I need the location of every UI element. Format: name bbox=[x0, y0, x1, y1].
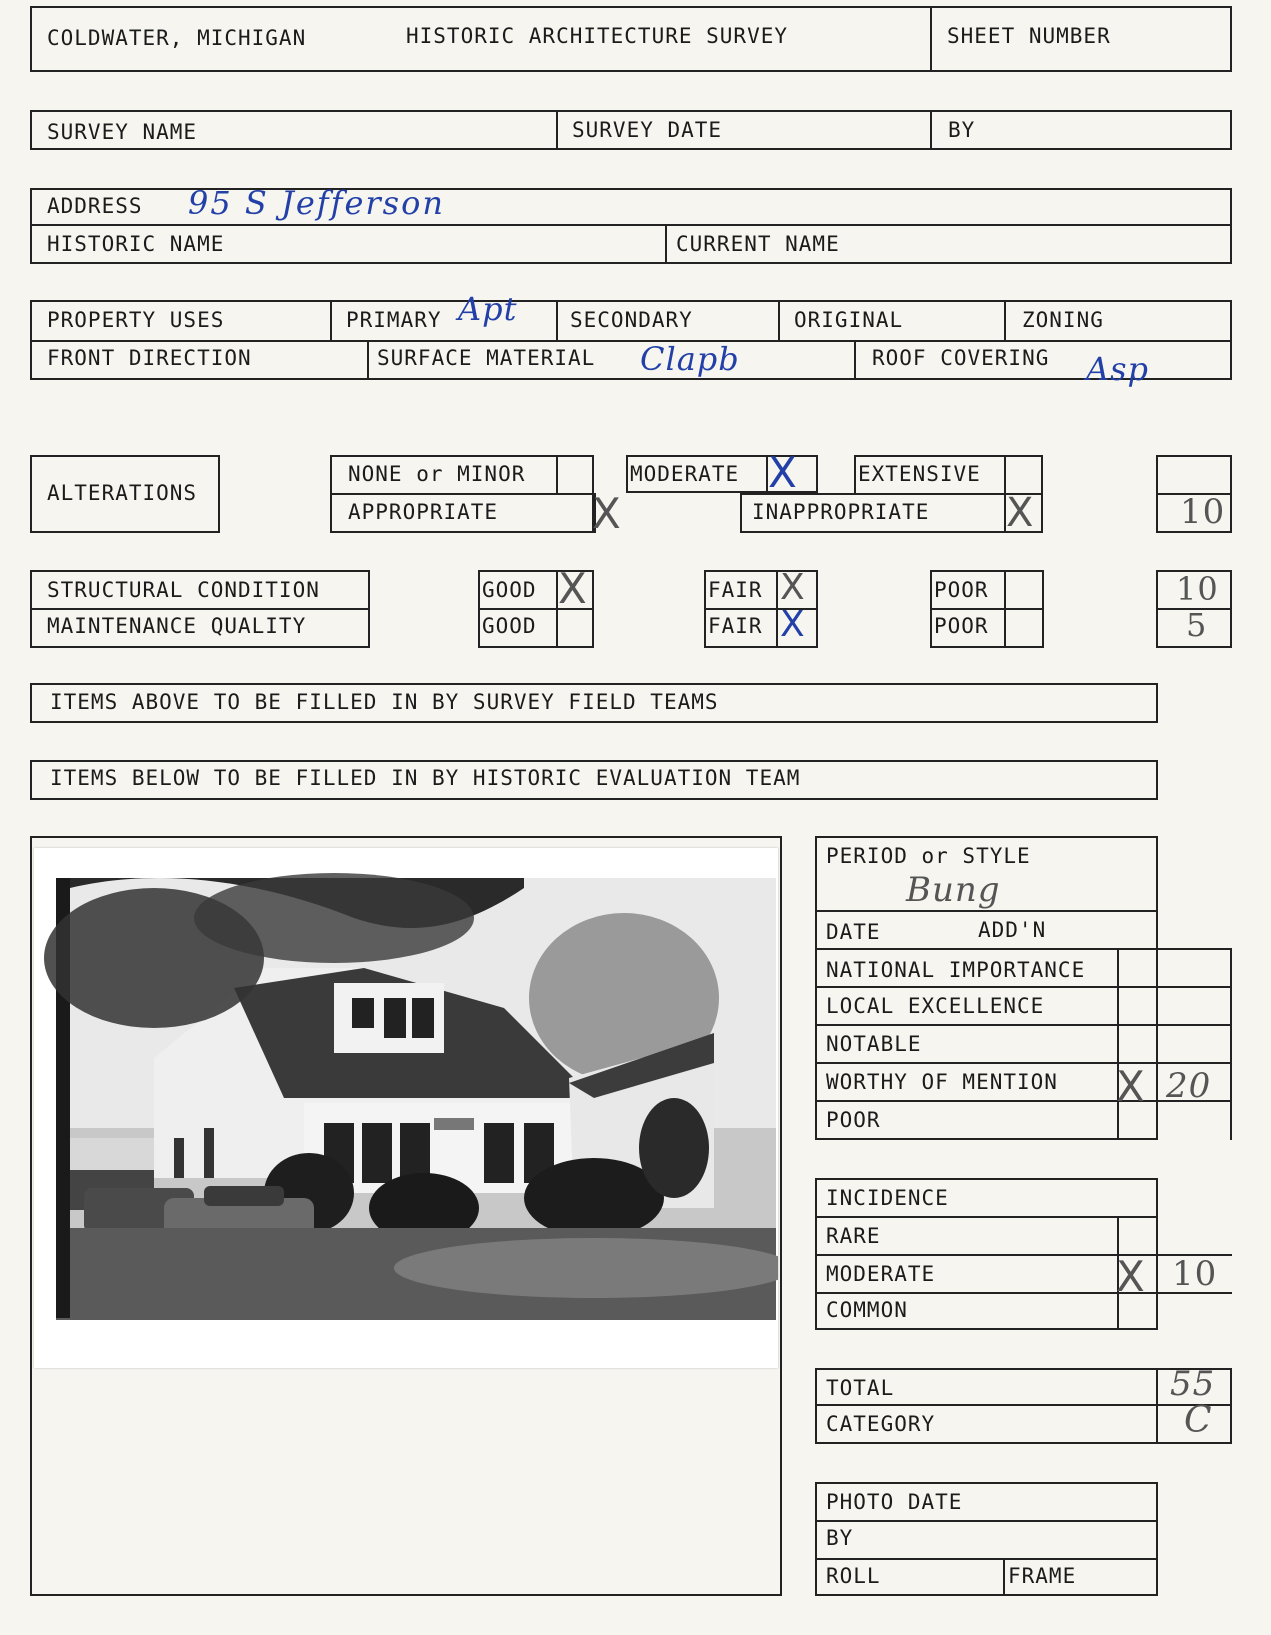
primary-label: PRIMARY bbox=[346, 308, 442, 332]
house-photo-print bbox=[34, 848, 778, 1368]
address-label: ADDRESS bbox=[47, 194, 143, 218]
evaluation-note: ITEMS BELOW TO BE FILLED IN BY HISTORIC EVALUATION TEAM bbox=[50, 766, 801, 790]
address-value: 95 S Jefferson bbox=[188, 184, 445, 222]
form-title: HISTORIC ARCHITECTURE SURVEY bbox=[406, 24, 789, 48]
surface-material-label: SURFACE MATERIAL bbox=[377, 346, 596, 370]
frame-label: FRAME bbox=[1008, 1564, 1077, 1588]
none-minor-label: NONE or MINOR bbox=[348, 462, 526, 486]
alterations-moderate-label: MODERATE bbox=[630, 462, 740, 486]
maintenance-poor-label: POOR bbox=[934, 614, 989, 638]
field-teams-note: ITEMS ABOVE TO BE FILLED IN BY SURVEY FIELD TEAMS bbox=[50, 690, 719, 714]
maintenance-quality-label: MAINTENANCE QUALITY bbox=[47, 614, 307, 638]
structural-fair-mark: X bbox=[780, 567, 806, 608]
maintenance-fair-mark: X bbox=[780, 604, 806, 645]
current-name-label: CURRENT NAME bbox=[676, 232, 840, 256]
total-label: TOTAL bbox=[826, 1376, 895, 1400]
survey-name-label: SURVEY NAME bbox=[47, 120, 198, 144]
structural-good-mark: X bbox=[558, 564, 588, 613]
extensive-label: EXTENSIVE bbox=[858, 462, 981, 486]
date-label: DATE bbox=[826, 920, 881, 944]
zoning-label: ZONING bbox=[1022, 308, 1104, 332]
roof-covering-label: ROOF COVERING bbox=[872, 346, 1050, 370]
house-photograph bbox=[34, 848, 778, 1368]
total-value: 55 bbox=[1170, 1364, 1216, 1404]
appropriate-label: APPROPRIATE bbox=[348, 500, 499, 524]
worthy-of-mention-label: WORTHY OF MENTION bbox=[826, 1070, 1058, 1094]
maintenance-score: 5 bbox=[1186, 606, 1208, 644]
alterations-label: ALTERATIONS bbox=[47, 481, 198, 505]
local-excellence-label: LOCAL EXCELLENCE bbox=[826, 994, 1045, 1018]
inappropriate-mark: X bbox=[1006, 490, 1035, 536]
notable-label: NOTABLE bbox=[826, 1032, 922, 1056]
photo-by-label: BY bbox=[826, 1526, 854, 1550]
poor-rating-label: POOR bbox=[826, 1108, 881, 1132]
roof-covering-value: Asp bbox=[1086, 350, 1150, 388]
inappropriate-label: INAPPROPRIATE bbox=[752, 500, 930, 524]
property-uses-label: PROPERTY USES bbox=[47, 308, 225, 332]
incidence-label: INCIDENCE bbox=[826, 1186, 949, 1210]
maintenance-good-label: GOOD bbox=[482, 614, 537, 638]
roll-label: ROLL bbox=[826, 1564, 881, 1588]
survey-date-label: SURVEY DATE bbox=[572, 118, 723, 142]
survey-by-label: BY bbox=[948, 118, 976, 142]
national-importance-label: NATIONAL IMPORTANCE bbox=[826, 958, 1086, 982]
addn-label: ADD'N bbox=[978, 918, 1047, 942]
appropriate-mark: X bbox=[592, 489, 622, 538]
incidence-mark: X bbox=[1116, 1252, 1146, 1301]
front-direction-label: FRONT DIRECTION bbox=[47, 346, 252, 370]
incidence-score: 10 bbox=[1172, 1254, 1218, 1294]
structural-fair-label: FAIR bbox=[708, 578, 763, 602]
secondary-label: SECONDARY bbox=[570, 308, 693, 332]
rare-label: RARE bbox=[826, 1224, 881, 1248]
sheet-number-label: SHEET NUMBER bbox=[947, 24, 1111, 48]
maintenance-fair-label: FAIR bbox=[708, 614, 763, 638]
category-value: C bbox=[1184, 1400, 1213, 1441]
primary-value: Apt bbox=[458, 290, 518, 328]
photo-date-label: PHOTO DATE bbox=[826, 1490, 963, 1514]
structural-condition-label: STRUCTURAL CONDITION bbox=[47, 578, 320, 602]
worthy-score: 20 bbox=[1166, 1066, 1212, 1106]
common-label: COMMON bbox=[826, 1298, 908, 1322]
period-style-value: Bung bbox=[906, 870, 1001, 910]
alterations-score: 10 bbox=[1180, 492, 1226, 532]
city-label: COLDWATER, MICHIGAN bbox=[47, 26, 307, 50]
structural-good-label: GOOD bbox=[482, 578, 537, 602]
original-label: ORIGINAL bbox=[794, 308, 904, 332]
surface-material-value: Clapb bbox=[640, 340, 740, 378]
category-label: CATEGORY bbox=[826, 1412, 936, 1436]
incidence-moderate-label: MODERATE bbox=[826, 1262, 936, 1286]
historic-name-label: HISTORIC NAME bbox=[47, 232, 225, 256]
structural-poor-label: POOR bbox=[934, 578, 989, 602]
structural-score: 10 bbox=[1176, 570, 1219, 608]
worthy-mark: X bbox=[1116, 1062, 1146, 1111]
period-style-label: PERIOD or STYLE bbox=[826, 844, 1031, 868]
moderate-mark: X bbox=[768, 448, 798, 497]
